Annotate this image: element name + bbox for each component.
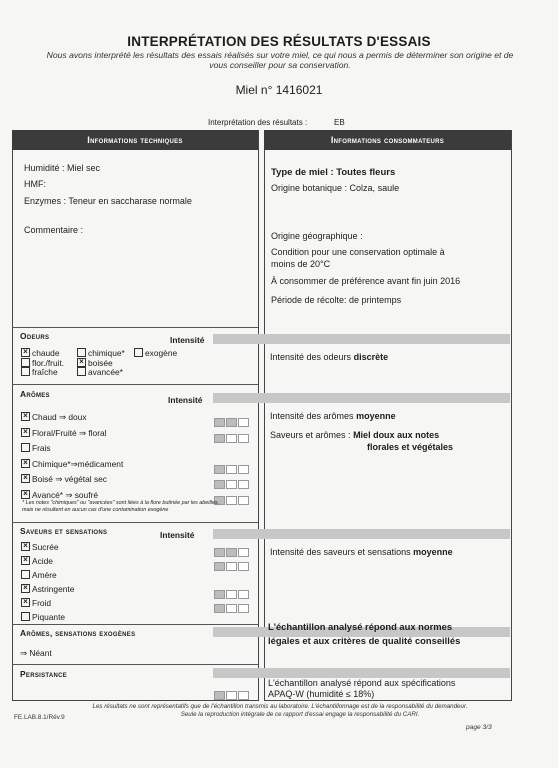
apaq-line2: APAQ-W (humidité ≤ 18%)	[268, 689, 375, 699]
checkbox-checked	[21, 474, 30, 483]
aromes-label: Floral/Fruité ⇒ floral	[32, 427, 107, 438]
saveurs-intensity-gauge	[214, 544, 250, 553]
origine-botanique: Origine botanique : Colza, saule	[271, 183, 400, 193]
checkbox-checked	[21, 598, 30, 607]
checkbox	[77, 348, 86, 357]
saveurs-intensity-gauge	[214, 586, 250, 595]
aromes-note-line2: mais ne résultent en aucun cas d'une contamination exogène	[22, 507, 169, 513]
gauge-cell-filled	[214, 418, 225, 427]
condition-line1: Condition pour une conservation optimale à	[271, 247, 445, 257]
aromes-note-line1: * Les notes "chimiques" ou "avancées" sont liées à la flore butinée par les abeilles,	[22, 500, 220, 506]
odeurs-intensite: Intensité	[170, 335, 205, 345]
gauge-cell	[226, 562, 237, 571]
periode-recolte: Période de récolte: de printemps	[271, 295, 402, 305]
footer-line1: Les résultats ne sont représentatifs que de l'échantillon transmis au laboratoire. L'échantillonnage est de la responsabilité du demandeur.	[92, 703, 468, 710]
aromes-note	[22, 500, 252, 514]
aromes-intensity-gauge	[214, 414, 250, 423]
checkbox-checked	[21, 348, 30, 357]
saveurs-intensite: Intensité	[160, 530, 195, 540]
commentaire: Commentaire :	[24, 225, 84, 235]
saveurs-intensity-gauge	[214, 558, 250, 567]
divider	[12, 327, 258, 328]
consumer-header: Informations consommateurs	[264, 130, 511, 150]
checkbox	[21, 612, 30, 621]
gauge-cell	[226, 465, 237, 474]
odeur-exogene: exogène	[134, 348, 177, 358]
interpretation-value: EB	[334, 118, 345, 127]
aromes-intensite: Intensité	[168, 395, 203, 405]
footer-line2: Seule la reproduction intégrale de ce rapport d'essai engage la responsabilité du CARI.	[180, 711, 420, 718]
saveurs-aromes	[270, 429, 453, 453]
gauge-cell	[238, 418, 249, 427]
odeur-chaude: ×chaude	[21, 349, 77, 359]
checkbox-checked	[21, 584, 30, 593]
conformite	[268, 620, 460, 648]
odeur-chimique: chimique*	[77, 349, 134, 359]
divider	[12, 384, 258, 385]
gauge-cell	[226, 604, 237, 613]
page-subtitle: Nous avons interprété les résultats des essais réalisés sur votre miel, ce qui nous a permis de déterminer son origine et de vous conseiller pour sa conservation.	[46, 50, 514, 70]
aromes-label: Chaud ⇒ doux	[32, 412, 87, 422]
saveurs-label: Froid	[32, 598, 52, 608]
aromes-title: Arômes	[20, 389, 50, 399]
saveurs-row	[21, 542, 59, 552]
consommer: À consommer de préférence avant fin juin 2016	[271, 276, 461, 286]
gauge-cell	[238, 480, 249, 489]
saveurs-label: Amère	[32, 570, 57, 580]
checkbox-checked	[21, 556, 30, 565]
aromes-label: Avancé* ⇒ soufré	[32, 489, 98, 500]
intensite-odeurs-label: Intensité des odeurs	[270, 352, 352, 362]
intensite-aromes-label: Intensité des arômes	[270, 411, 354, 421]
checkbox-checked	[21, 459, 30, 468]
odeur-flor-fruit: flor./fruit.	[21, 359, 77, 369]
intensite-odeurs	[270, 352, 388, 362]
gauge-cell	[238, 465, 249, 474]
aromes-label: Boisé ⇒ végétal sec	[32, 474, 107, 484]
intensite-saveurs	[270, 547, 453, 557]
aromes-row	[21, 459, 123, 469]
saveurs-intensity-gauge	[214, 600, 250, 609]
condition-line2: moins de 20°C	[271, 259, 331, 269]
saveurs-row	[21, 584, 74, 594]
checkbox-checked	[21, 542, 30, 551]
saveurs-label: Astringente	[32, 584, 75, 594]
saveurs-row	[21, 556, 53, 566]
intensite-saveurs-value: moyenne	[413, 547, 453, 557]
footer-page: page 3/3	[466, 724, 492, 731]
persistance-bar	[213, 668, 510, 678]
saveurs-label: Piquante	[32, 612, 66, 622]
type-miel: Type de miel : Toutes fleurs	[271, 167, 396, 178]
aromes-intensity-gauge	[214, 461, 250, 470]
aromes-label: Chimique*⇒médicament	[32, 458, 124, 469]
persistance-title: Persistance	[20, 669, 68, 679]
divider	[12, 624, 258, 625]
gauge-cell	[238, 434, 249, 443]
divider	[12, 522, 258, 523]
gauge-cell	[238, 590, 249, 599]
saveurs-bar	[213, 529, 510, 539]
gauge-cell	[226, 590, 237, 599]
footer-disclaimer	[10, 703, 550, 719]
divider	[12, 664, 258, 665]
intensite-odeurs-value: discrète	[353, 352, 389, 362]
saveurs-aromes-value2: florales et végétales	[367, 442, 454, 452]
sample-number: Miel n° 1416021	[235, 83, 323, 97]
humidite: Humidité : Miel sec	[24, 163, 101, 173]
gauge-cell-filled	[214, 590, 225, 599]
saveurs-row	[21, 612, 65, 622]
aromes-row	[21, 443, 51, 453]
gauge-cell	[238, 604, 249, 613]
interpretation-label: Interprétation des résultats :	[208, 118, 308, 127]
checkbox	[21, 367, 30, 376]
checkbox-checked	[77, 358, 86, 367]
checkbox-checked	[21, 412, 30, 421]
checkbox	[77, 367, 86, 376]
saveurs-row	[21, 598, 51, 608]
intensite-saveurs-label: Intensité des saveurs et sensations	[270, 547, 411, 557]
hmf: HMF:	[24, 179, 46, 189]
aromes-label: Frais	[32, 443, 51, 453]
gauge-cell-filled	[214, 434, 225, 443]
persistance-gauge	[214, 687, 250, 696]
saveurs-label: Acide	[32, 556, 53, 566]
aromes-row	[21, 412, 87, 422]
saveurs-aromes-value1: Miel doux aux notes	[353, 430, 440, 440]
odeurs-grid	[21, 349, 177, 378]
aromes-row	[21, 490, 98, 500]
gauge-cell-filled	[214, 465, 225, 474]
odeurs-bar	[213, 334, 510, 344]
saveurs-label: Sucrée	[32, 542, 59, 552]
gauge-cell-filled	[214, 562, 225, 571]
conformite-line2: légales et aux critères de qualité conseillés	[268, 635, 461, 646]
conformite-line1: L'échantillon analysé répond aux normes	[268, 621, 453, 632]
checkbox	[134, 348, 143, 357]
checkbox	[21, 570, 30, 579]
saveurs-aromes-label: Saveurs et arômes :	[270, 430, 351, 440]
aromes-intensity-gauge	[214, 430, 250, 439]
gauge-cell-filled	[226, 418, 237, 427]
page-title: INTERPRÉTATION DES RÉSULTATS D'ESSAIS	[127, 34, 431, 49]
footer-ref: FE.LAB.8.1/Rév.9	[14, 714, 65, 721]
aromes-row	[21, 474, 107, 484]
apaq-line1: L'échantillon analysé répond aux spécifications	[268, 678, 456, 688]
saveurs-row	[21, 570, 57, 580]
aromes-row	[21, 428, 107, 438]
odeur-avancee: avancée*	[77, 367, 123, 377]
checkbox-checked	[21, 428, 30, 437]
checkbox-checked	[21, 490, 30, 499]
aromes-intensity-gauge	[214, 476, 250, 485]
intensite-aromes	[270, 411, 396, 421]
checkbox	[21, 358, 30, 367]
origine-geographique: Origine géographique :	[271, 231, 363, 241]
gauge-cell-filled	[226, 548, 237, 557]
gauge-cell	[238, 562, 249, 571]
odeur-boisee: × boisée	[77, 358, 113, 368]
apaq	[268, 678, 455, 700]
exogenes-title: Arômes, sensations exogènes	[20, 628, 136, 638]
gauge-cell	[238, 548, 249, 557]
saveurs-title: Saveurs et sensations	[20, 526, 108, 536]
intensite-aromes-value: moyenne	[356, 411, 396, 421]
checkbox	[21, 443, 30, 452]
exogenes-value: ⇒ Néant	[20, 648, 52, 658]
odeur-fraiche: fraîche	[21, 368, 77, 378]
aromes-bar	[213, 393, 510, 403]
technical-header: Informations techniques	[12, 130, 258, 150]
gauge-cell-filled	[214, 548, 225, 557]
gauge-cell-filled	[214, 604, 225, 613]
odeurs-title: Odeurs	[20, 331, 50, 341]
gauge-cell	[226, 434, 237, 443]
gauge-cell	[226, 480, 237, 489]
gauge-cell-filled	[214, 480, 225, 489]
enzymes: Enzymes : Teneur en saccharase normale	[24, 196, 192, 206]
